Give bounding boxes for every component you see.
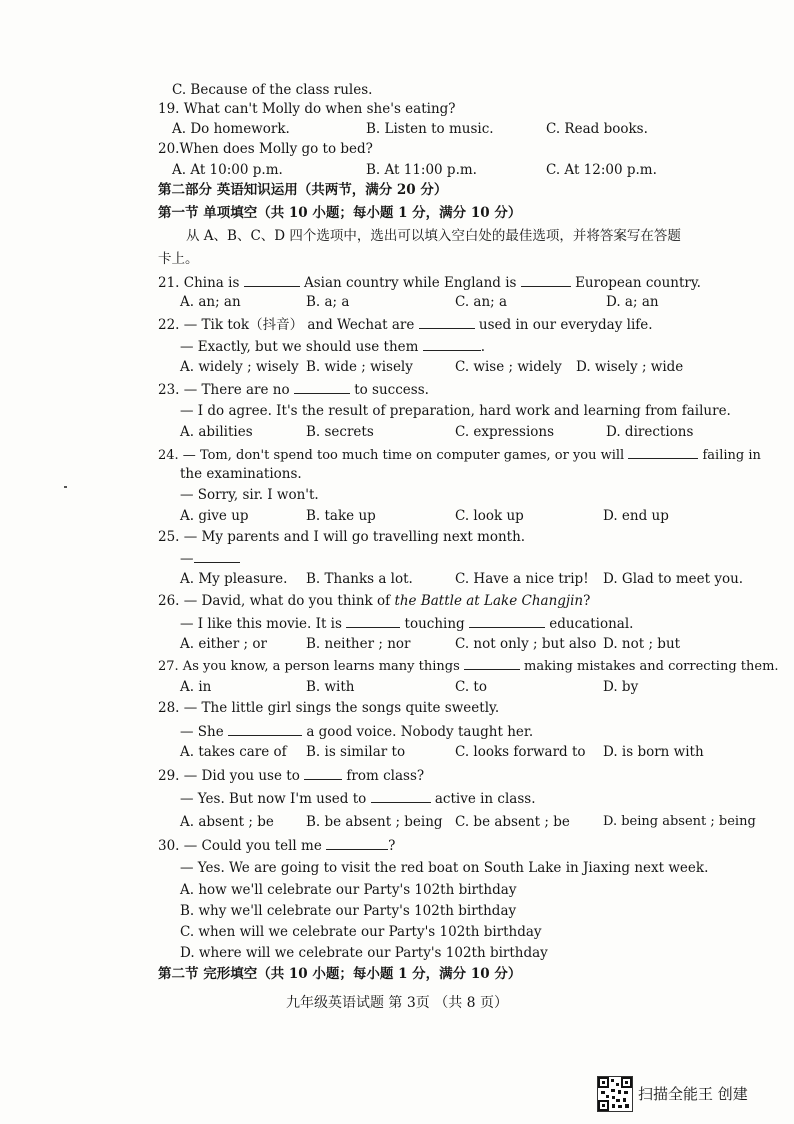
q24-option-d: D. end up — [603, 508, 669, 524]
q24-response: — Sorry, sir. I won't. — [180, 487, 319, 503]
q25-option-d: D. Glad to meet you. — [603, 571, 744, 587]
part2-heading: 第二部分 英语知识运用（共两节，满分 20 分） — [158, 182, 448, 198]
instructions-line2: 卡上。 — [158, 251, 199, 267]
q19-stem: 19. What can't Molly do when she's eating? — [158, 101, 456, 117]
q28-response — [180, 723, 533, 740]
q20-option-a: A. At 10:00 p.m. — [172, 162, 283, 178]
q22-option-d: D. wisely ; wide — [576, 359, 684, 375]
q30-option-c: C. when will we celebrate our Party's 102th birthday — [180, 924, 542, 940]
q22-option-b: B. wide ; wisely — [306, 359, 413, 375]
section2-heading: 第二节 完形填空（共 10 小题；每小题 1 分，满分 10 分） — [158, 966, 522, 982]
q29-option-a: A. absent ; be — [180, 814, 274, 830]
scan-speck — [64, 486, 67, 488]
q30-option-a: A. how we'll celebrate our Party's 102th birthday — [180, 882, 517, 898]
q24-stem-cont: the examinations. — [180, 466, 302, 482]
q22-period: . — [480, 339, 486, 355]
section1-heading: 第一节 单项填空（共 10 小题；每小题 1 分，满分 10 分） — [158, 205, 522, 221]
q22-response-text: — Exactly, but we should use them — [180, 339, 419, 355]
q22-text-1: 22. — Tik tok（抖音） and Wechat are — [158, 317, 415, 333]
q24-option-c: C. look up — [455, 508, 524, 524]
q25-option-a: A. My pleasure. — [180, 571, 288, 587]
q21-option-d: D. a; an — [606, 294, 659, 310]
q26-response-text-2: touching — [404, 616, 465, 632]
q20-option-b: B. At 11:00 p.m. — [366, 162, 477, 178]
q22-text-2: used in our everyday life. — [478, 317, 653, 333]
q30-option-d: D. where will we celebrate our Party's 102th birthday — [180, 945, 548, 961]
q19-option-c: C. Read books. — [546, 121, 648, 137]
q28-option-a: A. takes care of — [180, 744, 287, 760]
q26-response-text-1: — I like this movie. It is — [180, 616, 342, 632]
q26-stem — [158, 593, 590, 609]
q29-response-text-2: active in class. — [434, 791, 536, 807]
q21-blank-1 — [244, 274, 300, 287]
q27-text-2: making mistakes and correcting them. — [524, 659, 779, 674]
q27-option-b: B. with — [306, 679, 355, 695]
q25-stem: 25. — My parents and I will go travelling next month. — [158, 529, 526, 545]
qr-code-icon — [597, 1076, 633, 1112]
q30-text-1: 30. — Could you tell me — [158, 838, 322, 854]
q19-option-b: B. Listen to music. — [366, 121, 494, 137]
q29-response — [180, 790, 536, 807]
q23-option-b: B. secrets — [306, 424, 374, 440]
q24-text-1: 24. — Tom, don't spend too much time on computer games, or you will — [158, 448, 625, 463]
q26-question-mark: ? — [583, 593, 591, 609]
q20-option-c: C. At 12:00 p.m. — [546, 162, 657, 178]
q29-blank-2 — [371, 790, 431, 803]
q23-response: — I do agree. It's the result of preparation, hard work and learning from failure. — [180, 403, 731, 419]
q23-option-c: C. expressions — [455, 424, 555, 440]
q21-option-a: A. an; an — [180, 294, 241, 310]
q27-stem — [158, 657, 779, 675]
q24-stem — [158, 446, 761, 464]
q29-text-2: from class? — [346, 768, 425, 784]
q25-dash: — — [180, 551, 194, 567]
q19-option-a: A. Do homework. — [172, 121, 290, 137]
q24-option-a: A. give up — [180, 508, 249, 524]
q18-option-c: C. Because of the class rules. — [172, 82, 373, 98]
q29-text-1: 29. — Did you use to — [158, 768, 300, 784]
q30-question-mark: ? — [388, 838, 396, 854]
q26-option-b: B. neither ; nor — [306, 636, 411, 652]
q27-blank — [464, 657, 520, 670]
q29-option-d: D. being absent ; being — [603, 814, 756, 829]
q20-stem: 20.When does Molly go to bed? — [158, 141, 373, 157]
q25-option-c: C. Have a nice trip! — [455, 571, 589, 587]
q26-blank-2 — [469, 615, 545, 628]
q22-option-a: A. widely ; wisely — [180, 359, 299, 375]
q28-response-text-1: — She — [180, 724, 224, 740]
q22-blank-1 — [419, 316, 475, 329]
q29-option-c: C. be absent ; be — [455, 814, 570, 830]
q25-option-b: B. Thanks a lot. — [306, 571, 413, 587]
q23-text-1: 23. — There are no — [158, 382, 290, 398]
q25-response — [180, 550, 240, 567]
q23-text-2: to success. — [354, 382, 429, 398]
q21-text-3: European country. — [575, 275, 701, 291]
q26-movie-title: the Battle at Lake Changjin — [394, 593, 584, 609]
q25-blank — [194, 550, 240, 563]
q21-text-1: 21. China is — [158, 275, 240, 291]
q26-option-c: C. not only ; but also — [455, 636, 597, 652]
q23-blank — [294, 381, 350, 394]
q21-blank-2 — [521, 274, 571, 287]
q28-blank — [228, 723, 302, 736]
q23-stem — [158, 381, 429, 398]
q30-response: — Yes. We are going to visit the red boat on South Lake in Jiaxing next week. — [180, 860, 709, 876]
q22-option-c: C. wise ; widely — [455, 359, 562, 375]
q26-option-a: A. either ; or — [180, 636, 267, 652]
q27-option-a: A. in — [180, 679, 212, 695]
q26-response — [180, 615, 633, 632]
q28-response-text-2: a good voice. Nobody taught her. — [306, 724, 534, 740]
q21-text-2: Asian country while England is — [303, 275, 517, 291]
q28-stem: 28. — The little girl sings the songs quite sweetly. — [158, 700, 500, 716]
q26-response-text-3: educational. — [549, 616, 634, 632]
q24-text-2: failing in — [702, 448, 761, 463]
q26-blank-1 — [346, 615, 400, 628]
q28-option-b: B. is similar to — [306, 744, 406, 760]
q28-option-d: D. is born with — [603, 744, 704, 760]
q28-option-c: C. looks forward to — [455, 744, 586, 760]
q24-option-b: B. take up — [306, 508, 376, 524]
page-footer: 九年级英语试题 第 3页 （共 8 页） — [285, 995, 509, 1011]
q29-blank-1 — [304, 767, 342, 780]
q27-option-c: C. to — [455, 679, 487, 695]
q22-response — [180, 338, 485, 355]
q26-option-d: D. not ; but — [603, 636, 681, 652]
q24-blank — [628, 446, 698, 459]
q29-option-b: B. be absent ; being — [306, 814, 443, 830]
q27-option-d: D. by — [603, 679, 639, 695]
q21-option-b: B. a; a — [306, 294, 350, 310]
q21-stem — [158, 274, 701, 291]
q27-text-1: 27. As you know, a person learns many things — [158, 659, 460, 674]
q29-response-text-1: — Yes. But now I'm used to — [180, 791, 367, 807]
q23-option-d: D. directions — [606, 424, 694, 440]
instructions-line1: 从 A、B、C、D 四个选项中，选出可以填入空白处的最佳选项，并将答案写在答题 — [186, 228, 681, 244]
q22-stem — [158, 316, 653, 333]
q22-blank-2 — [423, 338, 481, 351]
q29-stem — [158, 767, 424, 784]
q26-text-1: 26. — David, what do you think of — [158, 593, 391, 609]
q30-blank — [326, 837, 388, 850]
scanner-watermark: 扫描全能王 创建 — [638, 1085, 748, 1103]
q21-option-c: C. an; a — [455, 294, 508, 310]
q30-option-b: B. why we'll celebrate our Party's 102th birthday — [180, 903, 517, 919]
q30-stem — [158, 837, 395, 854]
q23-option-a: A. abilities — [180, 424, 253, 440]
